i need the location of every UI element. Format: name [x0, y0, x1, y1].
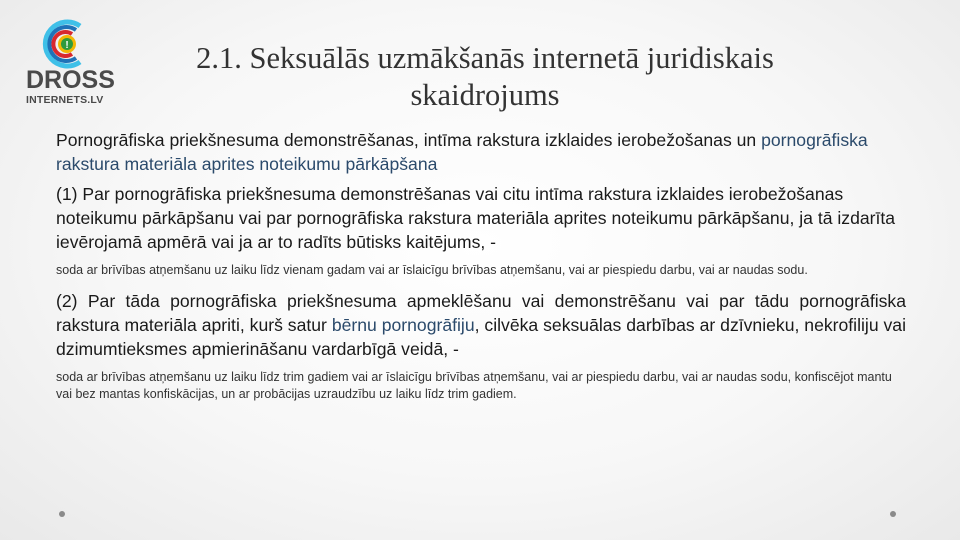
title-line-1: 2.1. Seksuālās uzmākšanās internetā juridiskais	[196, 41, 774, 75]
decorative-dot-left	[59, 511, 65, 517]
heading-highlight: pornogrāfiska rakstura materiāla aprites noteikumu pārkāpšana	[56, 130, 868, 174]
paragraph-2	[56, 289, 906, 361]
paragraph-2-text-b: , cilvēka seksuālas darbības ar dzīvnieku, nekrofiliju vai dzimumtieksmes apmierināšanu vardarbīgā veidā, -	[56, 315, 906, 359]
slide-body	[56, 128, 906, 413]
heading-text: Pornogrāfiska priekšnesuma demonstrēšanas, intīma rakstura izklaides ierobežošanas un	[56, 130, 762, 150]
title-line-2: skaidrojums	[410, 78, 560, 112]
slide-title	[100, 40, 870, 114]
dross-logo-icon	[36, 18, 96, 70]
logo-name: DROSS	[26, 66, 115, 94]
logo-badge: !	[65, 40, 69, 51]
paragraph-2-text-a: (2) Par tāda pornogrāfiska priekšnesuma apmeklēšanu vai demonstrēšanu vai par tādu pornogrāfiska rakstura materiāla apriti, kurš satur	[56, 291, 906, 335]
penalty-1: soda ar brīvības atņemšanu uz laiku līdz vienam gadam vai ar īslaicīgu brīvības atņemšanu, vai ar piespiedu darbu, vai ar naudas sodu.	[56, 263, 808, 277]
penalty-2: soda ar brīvības atņemšanu uz laiku līdz trim gadiem vai ar īslaicīgu brīvības atņemšanu, vai ar piespiedu darbu, vai ar naudas sodu, konfiscējot mantu vai bez mantas konfiskācijas, un ar probācijas uzraudzību uz laiku līdz trim gadiem.	[56, 370, 892, 401]
decorative-dot-right	[890, 511, 896, 517]
paragraph-2-highlight: bērnu pornogrāfiju	[331, 315, 475, 335]
paragraph-1: (1) Par pornogrāfiska priekšnesuma demonstrēšanas vai citu intīma rakstura izklaides ierobežošanas noteikumu pārkāpšanu vai par pornogrāfiska rakstura materiāla aprites noteikumu pārkāpšanu, ja tā izdarīta ievērojamā apmērā vai ja ar to radīts būtisks kaitējums, -	[56, 184, 896, 252]
logo-subtitle: INTERNETS.LV	[26, 94, 104, 106]
section-heading	[56, 128, 906, 176]
